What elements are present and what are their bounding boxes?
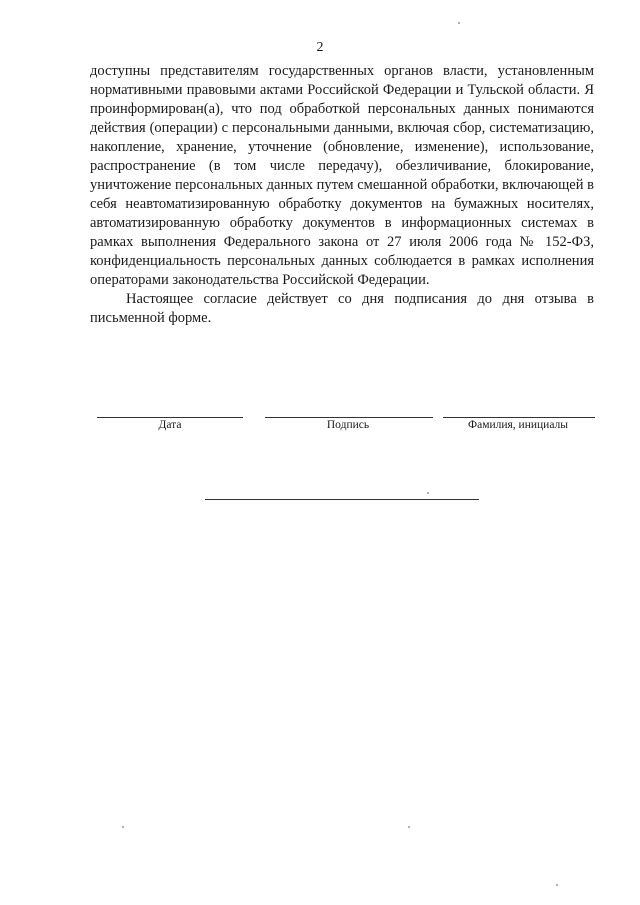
scan-speck	[408, 826, 410, 828]
signature-label: Подпись	[326, 419, 370, 431]
scan-speck	[458, 22, 460, 24]
paragraph-consent-details: доступны представителям государственных органов власти, установленным нормативными правовыми актами Российской Федерации и Тульской области. Я проинформирован(а), что под обработкой персональных данных понимаются действия (операции) с персональными данными, включая сбор, систематизацию, накопление, хранение, уточнение (обновление, изменение), использование, распространение (в том числе передачу), обезличивание, блокирование, уничтожение персональных данных путем смешанной обработки, включающей в себя неавтоматизированную обработку документов на бумажных носителях, автоматизированную обработку документов в информационных системах в рамках выполнения Федерального закона от 27 июля 2006 года № 152-ФЗ, конфиденциальность персональных данных соблюдается в рамках исполнения операторами законодательства Российской Федерации.	[90, 63, 594, 288]
signature-line	[265, 417, 433, 418]
scan-speck	[556, 884, 558, 886]
body-text	[90, 62, 594, 328]
date-label: Дата	[158, 419, 182, 431]
scan-speck	[122, 826, 124, 828]
paragraph-validity: Настоящее согласие действует со дня подписания до дня отзыва в письменной форме.	[90, 291, 594, 326]
scan-speck	[427, 492, 429, 494]
name-line	[443, 417, 595, 418]
date-line	[97, 417, 243, 418]
name-label: Фамилия, инициалы	[468, 419, 568, 431]
page-number: 2	[316, 40, 324, 55]
closing-separator	[205, 499, 479, 500]
